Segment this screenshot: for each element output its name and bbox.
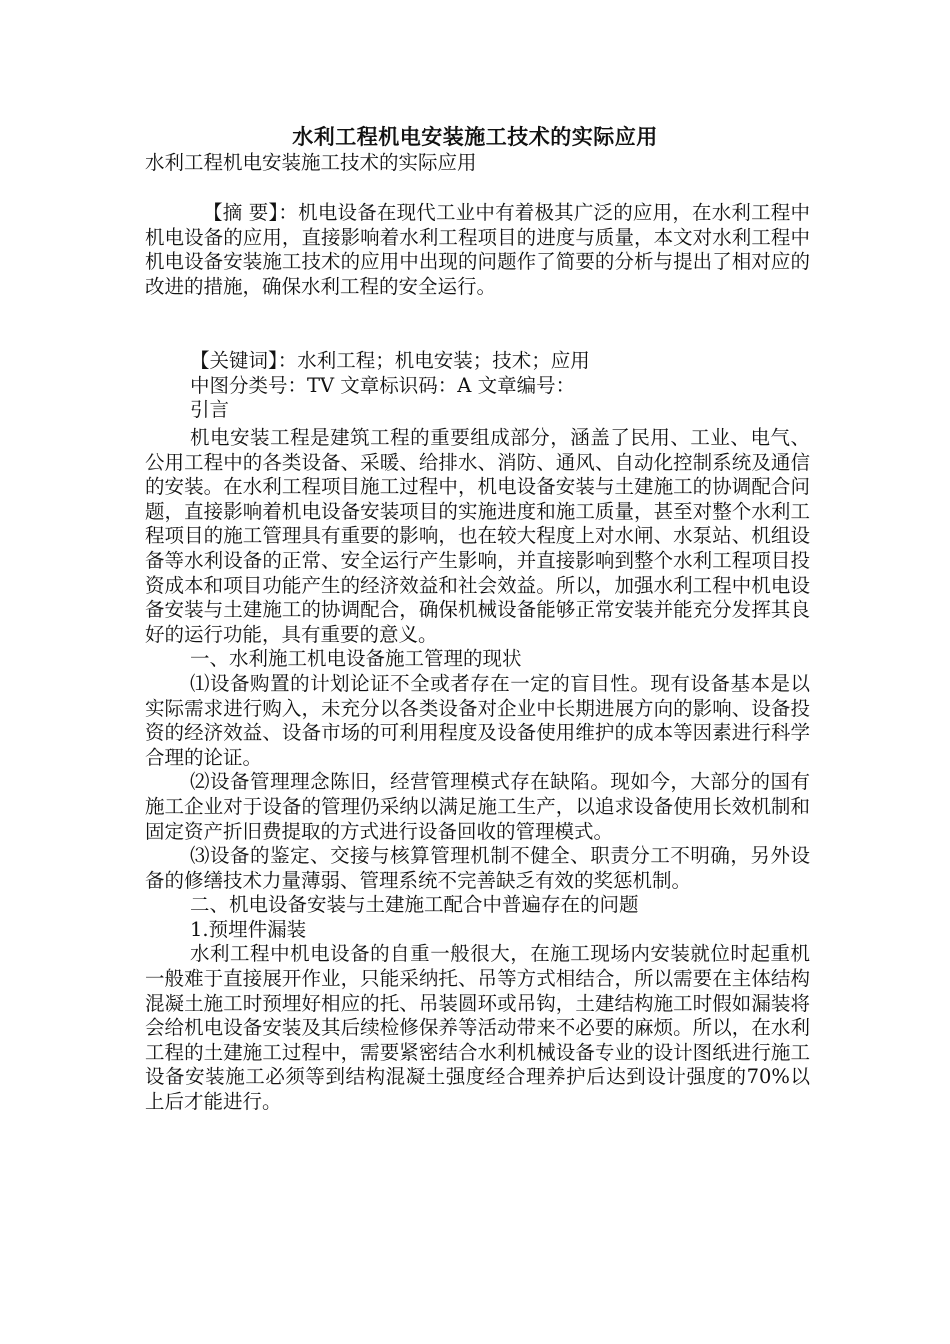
intro-heading: 引言 — [190, 398, 230, 422]
paragraph: ⑶设备的鉴定、交接与核算管理机制不健全、职责分工不明确，另外设备的修缮技术力量薄弱、管理系统不完善缺乏有效的奖惩机制。 — [145, 844, 810, 892]
paragraph: ⑵设备管理理念陈旧，经营管理模式存在缺陷。现如今，大部分的国有施工企业对于设备的管理仍采纳以满足施工生产，以追求设备使用长效机制和固定资产折旧费提取的方式进行设备回收的管理模式。 — [145, 770, 810, 843]
document-subtitle: 水利工程机电安装施工技术的实际应用 — [145, 151, 477, 174]
paragraph: 水利工程中机电设备的自重一般很大，在施工现场内安装就位时起重机一般难于直接展开作业，只能采纳托、吊等方式相结合，所以需要在主体结构混凝土施工时预埋好相应的托、吊装圆环或吊钩，土建结构施工时假如漏装将会给机电设备安装及其后续检修保养等活动带来不必要的麻烦。所以，在水利工程的土建施工过程中，需要紧密结合水利机械设备专业的设计图纸进行施工设备安装施工必须等到结构混凝土强度经合理养护后达到设计强度的70%以上后才能进行。 — [145, 942, 810, 1114]
section-heading: 一、水利施工机电设备施工管理的现状 — [190, 647, 522, 671]
document-title: 水利工程机电安装施工技术的实际应用 — [292, 124, 658, 149]
paragraph: ⑴设备购置的计划论证不全或者存在一定的盲目性。现有设备基本是以实际需求进行购入，未充分以各类设备对企业中长期进展方向的影响、设备投资的经济效益、设备市场的可利用程度及设备使用维护的成本等因素进行科学合理的论证。 — [145, 671, 810, 769]
classification-line: 中图分类号：TV 文章标识码：A 文章编号： — [190, 373, 576, 397]
section-heading: 二、机电设备安装与土建施工配合中普遍存在的问题 — [190, 893, 639, 917]
keywords-block — [145, 349, 810, 423]
paragraph: 机电安装工程是建筑工程的重要组成部分，涵盖了民用、工业、电气、公用工程中的各类设备、采暖、给排水、消防、通风、自动化控制系统及通信的安装。在水利工程项目施工过程中，机电设备安装与土建施工的协调配合问题，直接影响着机电设备安装项目的实施进度和施工质量，甚至对整个水利工程项目的施工管理具有重要的影响，也在较大程度上对水闸、水泵站、机组设备等水利设备的正常、安全运行产生影响，并直接影响到整个水利工程项目投资成本和项目功能产生的经济效益和社会效益。所以，加强水利工程中机电设备安装与土建施工的协调配合，确保机械设备能够正常安装并能充分发挥其良好的运行功能，具有重要的意义。 — [145, 426, 810, 646]
keywords-line: 【关键词】：水利工程；机电安装；技术；应用 — [190, 349, 590, 372]
abstract-paragraph: 【摘 要】：机电设备在现代工业中有着极其广泛的应用，在水利工程中机电设备的应用，直接影响着水利工程项目的进度与质量，本文对水利工程中机电设备安装施工技术的应用中出现的问题作了简要的分析与提出了相对应的改进的措施，确保水利工程的安全运行。 — [145, 201, 810, 298]
main-body — [145, 426, 810, 1115]
subsection-heading: 1.预埋件漏装 — [190, 917, 307, 941]
